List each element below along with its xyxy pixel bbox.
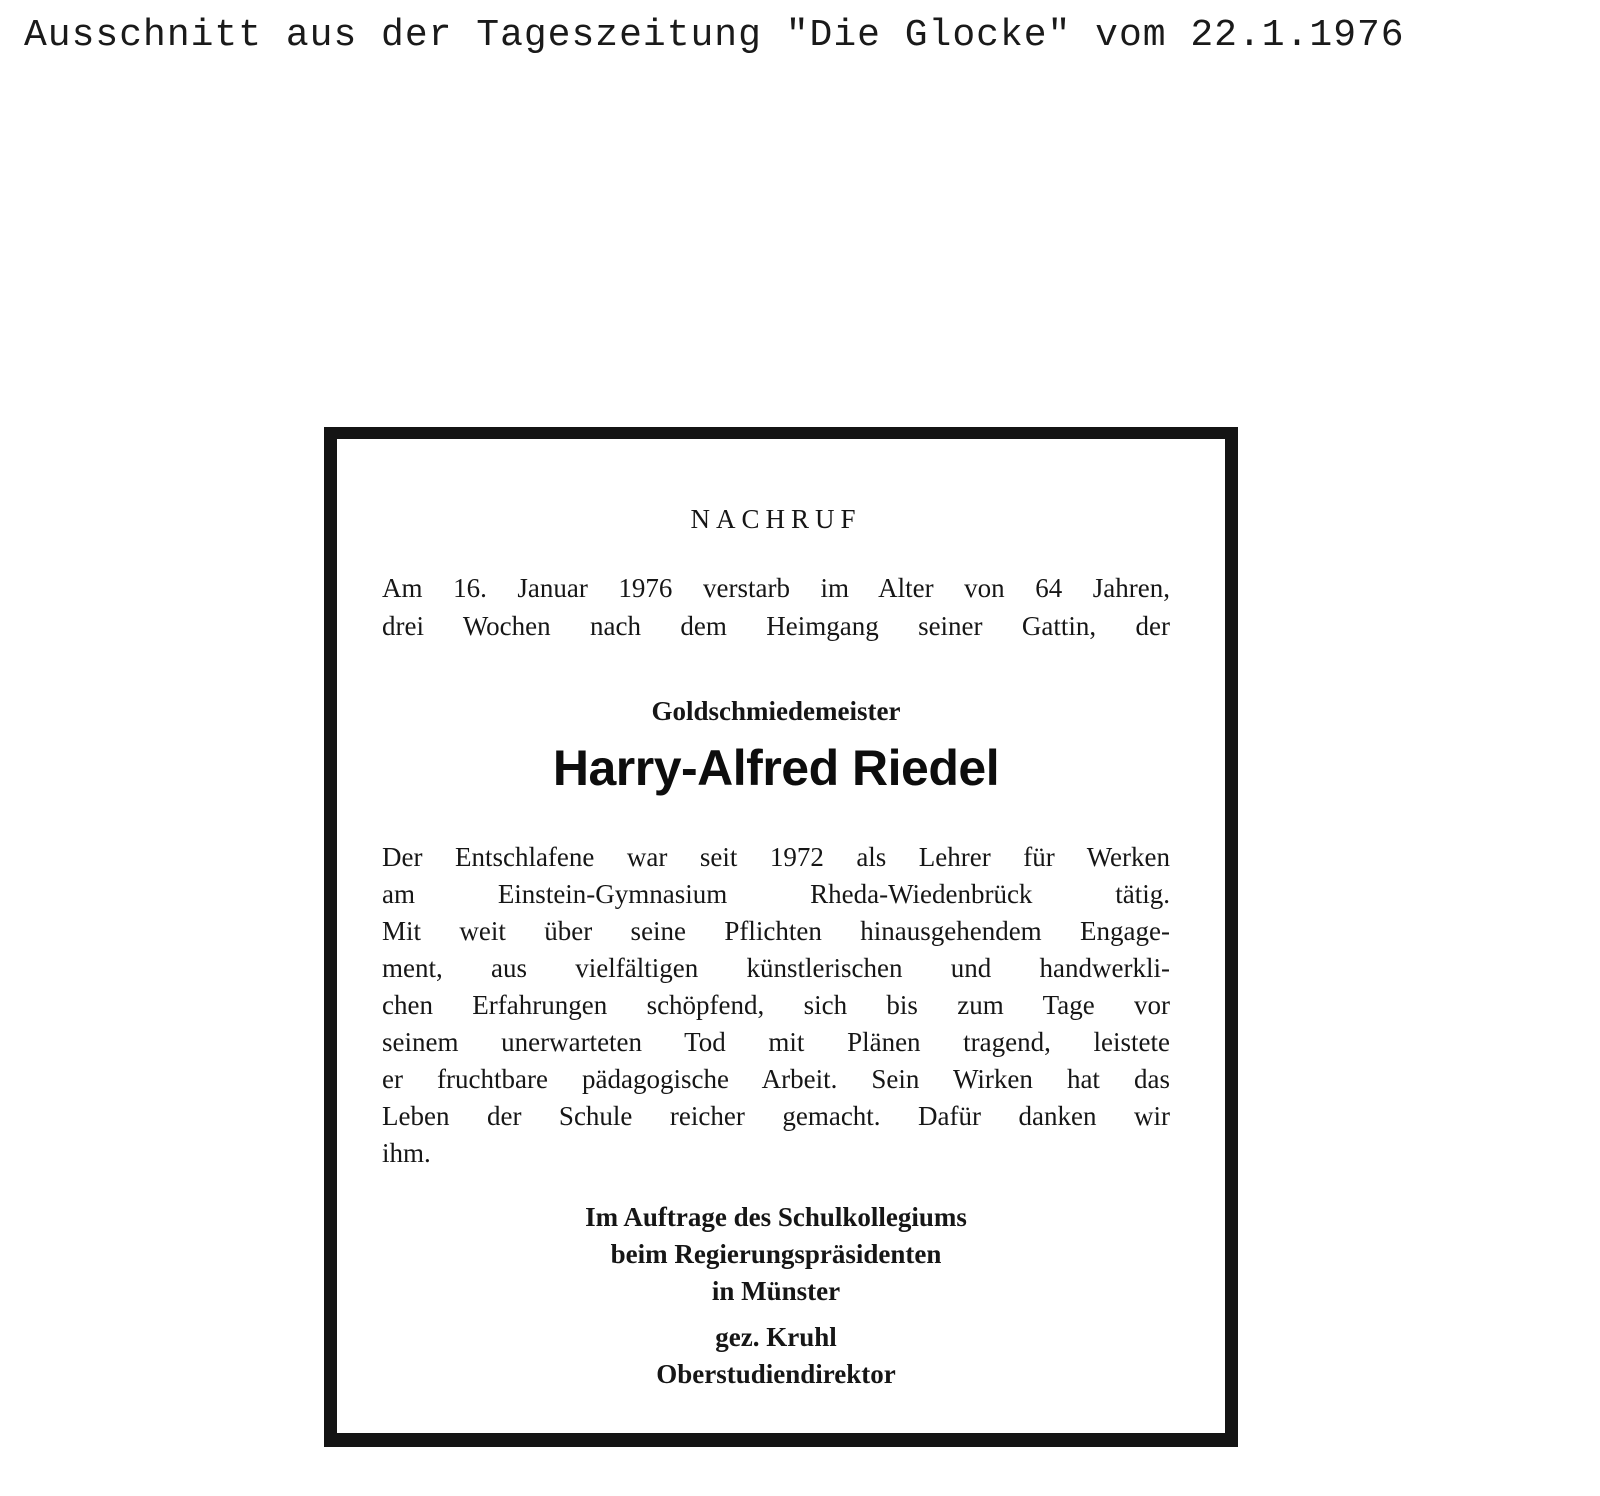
signer-position: Oberstudiendirektor (656, 1359, 896, 1389)
signoff-line: Im Auftrage des Schulkollegiums (585, 1202, 967, 1232)
intro-paragraph (382, 569, 1170, 645)
signer-name: gez. Kruhl (715, 1322, 837, 1352)
body-line: Der Entschlafene war seit 1972 als Lehrer für Werken (382, 842, 1170, 872)
body-line: chen Erfahrungen schöpfend, sich bis zum Tage vor (382, 990, 1170, 1020)
intro-line: drei Wochen nach dem Heimgang seiner Gattin, der (382, 611, 1170, 641)
body-line: Leben der Schule reicher gemacht. Dafür danken wir (382, 1101, 1170, 1131)
body-line: seinem unerwarteten Tod mit Plänen tragend, leistete (382, 1027, 1170, 1057)
signoff-block (382, 1199, 1170, 1310)
body-line: ihm. (382, 1138, 431, 1168)
signoff-line: beim Regierungspräsidenten (610, 1239, 942, 1269)
obituary-content (382, 439, 1170, 1433)
deceased-name: Harry-Alfred Riedel (552, 740, 1000, 796)
obituary-notice (324, 427, 1238, 1447)
body-paragraph (382, 839, 1170, 1172)
notice-heading: NACHRUF (690, 504, 862, 534)
occupation-title: Goldschmiedemeister (651, 696, 901, 726)
signoff-line: in Münster (711, 1276, 841, 1306)
body-line: er fruchtbare pädagogische Arbeit. Sein Wirken hat das (382, 1064, 1170, 1094)
body-line: ment, aus vielfältigen künstlerischen und handwerkli- (382, 953, 1170, 983)
signer-block (382, 1319, 1170, 1393)
body-line: Mit weit über seine Pflichten hinausgehendem Engage- (382, 916, 1170, 946)
body-line: am Einstein-Gymnasium Rheda-Wiedenbrück tätig. (382, 879, 1170, 909)
intro-line: Am 16. Januar 1976 verstarb im Alter von 64 Jahren, (382, 573, 1170, 603)
clipping-caption: Ausschnitt aus der Tageszeitung "Die Glocke" vom 22.1.1976 (24, 14, 1405, 57)
